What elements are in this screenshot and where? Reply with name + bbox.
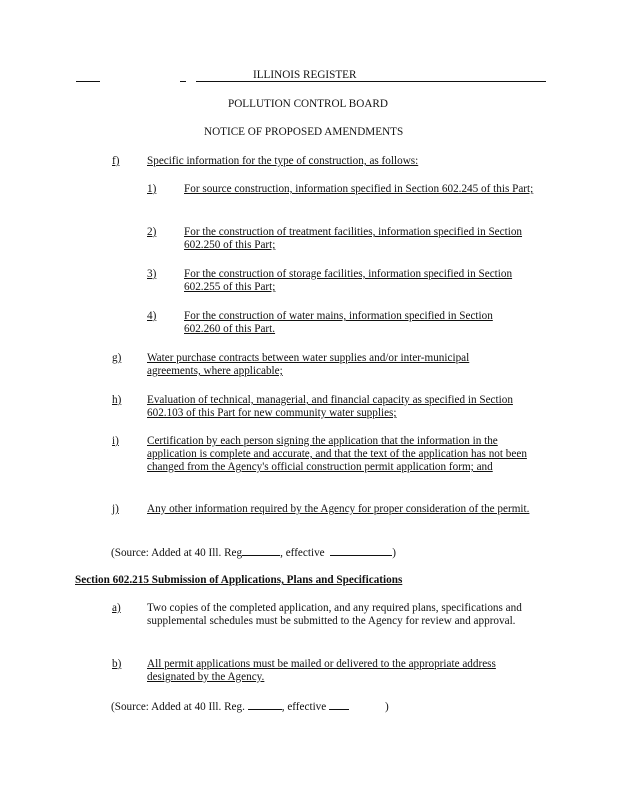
- header-rule-mid: [180, 81, 186, 82]
- item-g-text: Water purchase contracts between water supplies and/or inter-municipal agreements, where applicable;: [147, 352, 470, 377]
- source-2-effective: , effective: [281, 701, 327, 713]
- section-item-a-label: a): [112, 602, 121, 614]
- item-f-label: f): [112, 155, 120, 167]
- item-f1-label: 1): [147, 183, 157, 195]
- item-g-label: g): [112, 352, 122, 364]
- source-1-date-blank: [330, 545, 392, 556]
- item-f3-text: For the construction of storage facilities, information specified in Section 602.255 of this Part;: [184, 268, 513, 293]
- item-h-label: h): [112, 394, 122, 406]
- source-note-1: [111, 545, 396, 560]
- item-f1-text: For source construction, information specified in Section 602.245 of this Part;: [184, 183, 534, 195]
- item-h-text: Evaluation of technical, managerial, and financial capacity as specified in Section 602.103 of this Part for new community water supplies;: [147, 394, 513, 419]
- source-1-prefix: (Source: Added at 40 Ill. Reg: [111, 547, 243, 559]
- item-f2-text: For the construction of treatment facilities, information specified in Section 602.250 of this Part;: [184, 226, 523, 251]
- header-rule-right: [196, 81, 546, 82]
- item-j-text: Any other information required by the Agency for proper consideration of the permit.: [147, 503, 530, 515]
- source-2-reg-blank: [248, 699, 282, 710]
- item-i-label: i): [112, 435, 119, 447]
- source-note-2: [111, 699, 389, 714]
- section-item-a-text: Two copies of the completed application, and any required plans, specifications and supplemental schedules must be submitted to the Agency for review and approval.: [147, 602, 522, 627]
- item-j-label: j): [112, 503, 119, 515]
- source-1-reg-blank: [242, 545, 280, 556]
- item-f3-label: 3): [147, 268, 157, 280]
- source-1-close: ): [392, 547, 396, 559]
- source-2-prefix: (Source: Added at 40 Ill. Reg.: [111, 701, 245, 713]
- board-title: POLLUTION CONTROL BOARD: [228, 98, 388, 110]
- item-f4-text: For the construction of water mains, information specified in Section 602.260 of this Part.: [184, 310, 493, 335]
- section-item-b-text: All permit applications must be mailed or delivered to the appropriate address designated by the Agency.: [147, 658, 496, 683]
- item-f2-label: 2): [147, 226, 157, 238]
- section-item-b-label: b): [112, 658, 122, 670]
- item-f-text: Specific information for the type of construction, as follows:: [147, 155, 419, 167]
- source-1-effective: , effective: [280, 547, 325, 559]
- section-heading: Section 602.215 Submission of Applications, Plans and Specifications: [75, 574, 403, 586]
- item-i-text: Certification by each person signing the application that the information in the application is complete and accurate, and that the text of the application has not been changed from the Agency's official construction permit application form; and: [147, 435, 527, 473]
- source-2-close: ): [385, 701, 389, 713]
- header-rule-left: [76, 81, 100, 82]
- notice-title: NOTICE OF PROPOSED AMENDMENTS: [204, 126, 404, 138]
- source-2-date-blank: [329, 699, 349, 710]
- item-f4-label: 4): [147, 310, 157, 322]
- register-title: ILLINOIS REGISTER: [253, 69, 357, 81]
